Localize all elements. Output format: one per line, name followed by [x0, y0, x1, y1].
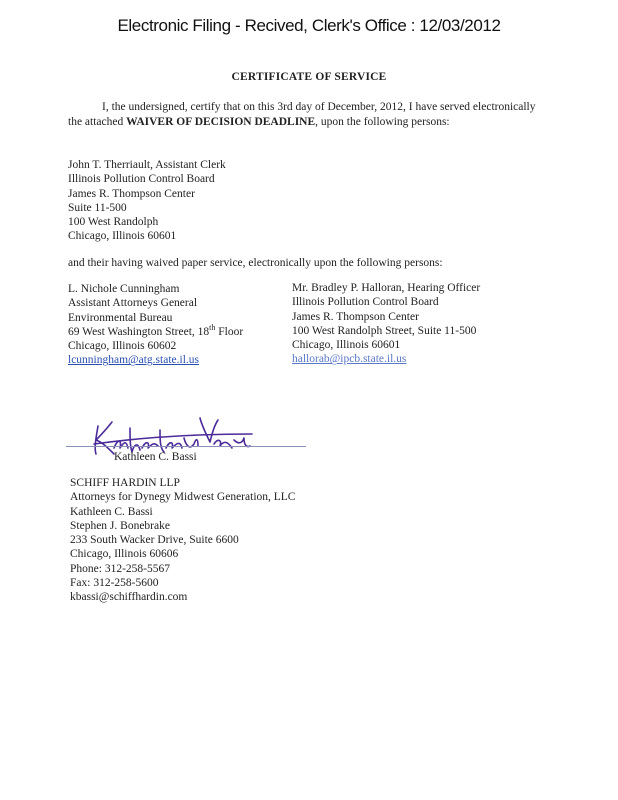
signatory-line: Kathleen C. Bassi — [70, 505, 153, 518]
intro-text-after: , upon the following persons: — [315, 115, 450, 128]
address-line: Chicago, Illinois 60601 — [68, 230, 177, 243]
address-street-line: 69 West Washington Street, 18th Floor — [68, 323, 244, 338]
address-line: Chicago, Illinois 60601 — [292, 339, 401, 352]
intro-text-before: I, the undersigned, certify that on this 3rd day of December, 2012, I have served electronically the attached — [68, 101, 536, 128]
email-link-cunningham[interactable]: lcunningham@atg.state.il.us — [68, 354, 199, 367]
fax-line: Fax: 312-258-5600 — [70, 577, 159, 590]
document-name-bold: WAIVER OF DECISION DEADLINE — [126, 115, 316, 128]
waived-service-text: and their having waived paper service, electronically upon the following persons: — [68, 257, 443, 269]
filing-stamp-header: Electronic Filing - Recived, Clerk's Office : 12/03/2012 — [117, 16, 501, 35]
address-line: James R. Thompson Center — [292, 310, 419, 323]
intro-paragraph — [68, 100, 538, 129]
email-link-halloran[interactable]: hallorab@ipcb.state.il.us — [292, 353, 407, 366]
address-line: 100 West Randolph Street, Suite 11-500 — [292, 324, 477, 337]
address-line: L. Nichole Cunningham — [68, 283, 180, 295]
document-title: CERTIFICATE OF SERVICE — [231, 71, 387, 83]
signature-line — [66, 446, 306, 447]
signatory-line: Stephen J. Bonebrake — [70, 519, 170, 532]
signatory-line: Attorneys for Dynegy Midwest Generation, LLC — [70, 491, 296, 504]
primary-recipient-address — [68, 158, 226, 244]
signatory-email: kbassi@schiffhardin.com — [70, 591, 188, 604]
address-line: James R. Thompson Center — [68, 187, 195, 200]
address-line: Assistant Attorneys General — [68, 297, 198, 310]
firm-name: SCHIFF HARDIN LLP — [70, 477, 180, 489]
address-line: 100 West Randolph — [68, 216, 159, 229]
signatory-line: 233 South Wacker Drive, Suite 6600 — [70, 534, 239, 547]
address-line: Suite 11-500 — [68, 201, 127, 214]
address-line: Environmental Bureau — [68, 311, 173, 324]
signatory-block — [70, 476, 295, 605]
phone-line: Phone: 312-258-5567 — [70, 562, 170, 575]
right-recipient-address — [292, 281, 480, 367]
address-line: Chicago, Illinois 60602 — [68, 340, 177, 353]
signatory-line: Chicago, Illinois 60606 — [70, 548, 179, 561]
left-recipient-address — [68, 282, 243, 368]
address-line: Illinois Pollution Control Board — [292, 296, 439, 309]
signature-printed-name: Kathleen C. Bassi — [114, 451, 197, 463]
address-line: Mr. Bradley P. Halloran, Hearing Officer — [292, 282, 481, 294]
address-line: Illinois Pollution Control Board — [68, 173, 215, 186]
address-line: John T. Therriault, Assistant Clerk — [68, 159, 226, 171]
